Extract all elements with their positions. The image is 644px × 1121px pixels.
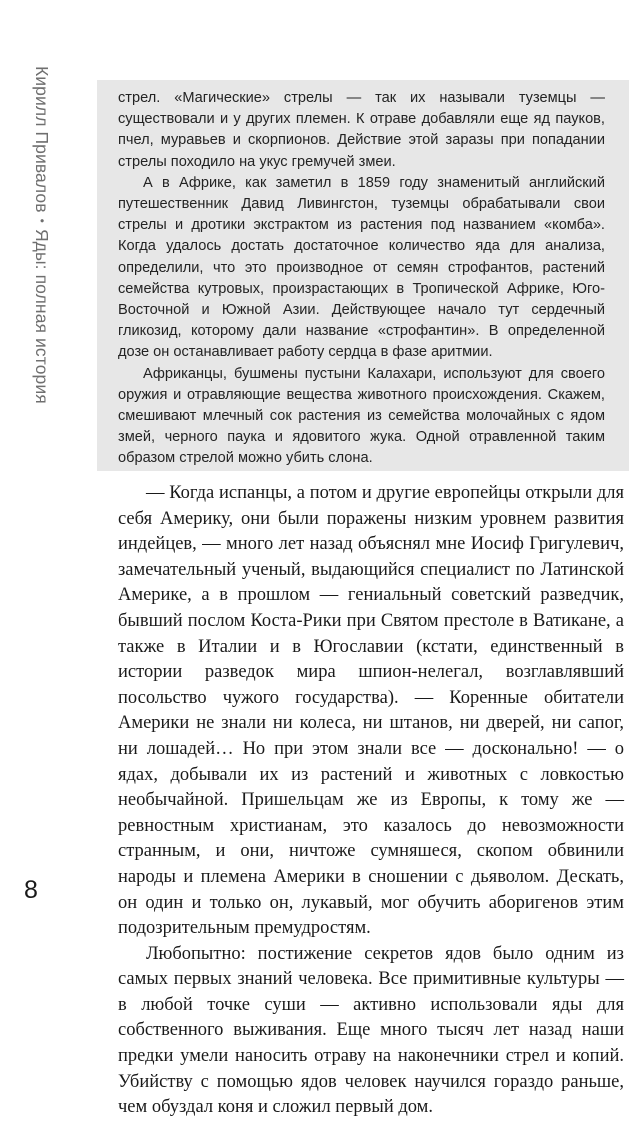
header-author: Кирилл Привалов (32, 66, 53, 213)
running-header (22, 66, 62, 404)
header-book-title: Яды: полная история (32, 228, 53, 404)
main-paragraph: — Когда испанцы, а потом и другие европейцы открыли для себя Америку, они были поражены низким уровнем развития индейцев, — много лет назад объяснял мне Иосиф Григулевич, замечательный ученый, выдающийся специалист по Латинской Америке, а в прошлом — гениальный советский разведчик, бывший послом Коста-Рики при Святом престоле в Ватикане, а также в Италии и в Югославии (кстати, единственный в истории разведок мира шпион-нелегал, возглавлявший посольство чужого государства). — Коренные обитатели Америки не знали ни колеса, ни штанов, ни дверей, ни сапог, ни лошадей… Но при этом знали все — досконально! — о ядах, добывали их из растений и животных с ловкостью необычайной. Пришельцам же из Европы, к тому же — ревностным христианам, это казалось до невозможности странным, и они, ничтоже сумняшеся, скопом обвинили народы и племена Америки в сношении с дьяволом. Дескать, он один и только он, лукавый, мог обучить аборигенов этим подозрительным премудростям. (118, 483, 624, 939)
inset-box (97, 80, 629, 471)
page-number: 8 (24, 876, 38, 904)
inset-paragraph: Африканцы, бушмены пустыни Калахари, используют для своего оружия и отравляющие вещества животного происхождения. Скажем, смешивают млечный сок растения из семейства молочайных с ядом змей, черного паука и ядовитого жука. Одной отравленной таким образом стрелой можно убить слона. (118, 365, 605, 467)
inset-paragraph: А в Африке, как заметил в 1859 году знаменитый английский путешественник Давид Ливингстон, туземцы обрабатывали свои стрелы и дротики экстрактом из растения под названием «комба». Когда удалось достать достаточное количество яда для анализа, определили, что это производное от семян строфантов, растений семейства кутровых, произрастающих в Тропической Африке, Юго-Восточной и Южной Азии. Действующее начало тут сердечный гликозид, которому дали название «строфантин». В определенной дозе он останавливает работу сердца в фазе аритмии. (118, 174, 605, 361)
inset-paragraph: стрел. «Магические» стрелы — так их называли туземцы — существовали и у других племен. К отраве добавляли еще яд пауков, пчел, муравьев и скорпионов. Действие этой заразы при попадании стрелы походило на укус гремучей змеи. (118, 90, 605, 170)
header-separator: • (35, 218, 49, 223)
main-text (118, 481, 624, 1121)
main-paragraph: Любопытно: постижение секретов ядов было одним из самых первых знаний человека. Все примитивные культуры — в любой точке суши — активно использовали яды для собственного выживания. Еще много тысяч лет назад наши предки умели наносить отраву на наконечники стрел и копий. Убийству с помощью ядов человек научился гораздо раньше, чем обуздал коня и сложил первый дом. (118, 943, 624, 1118)
